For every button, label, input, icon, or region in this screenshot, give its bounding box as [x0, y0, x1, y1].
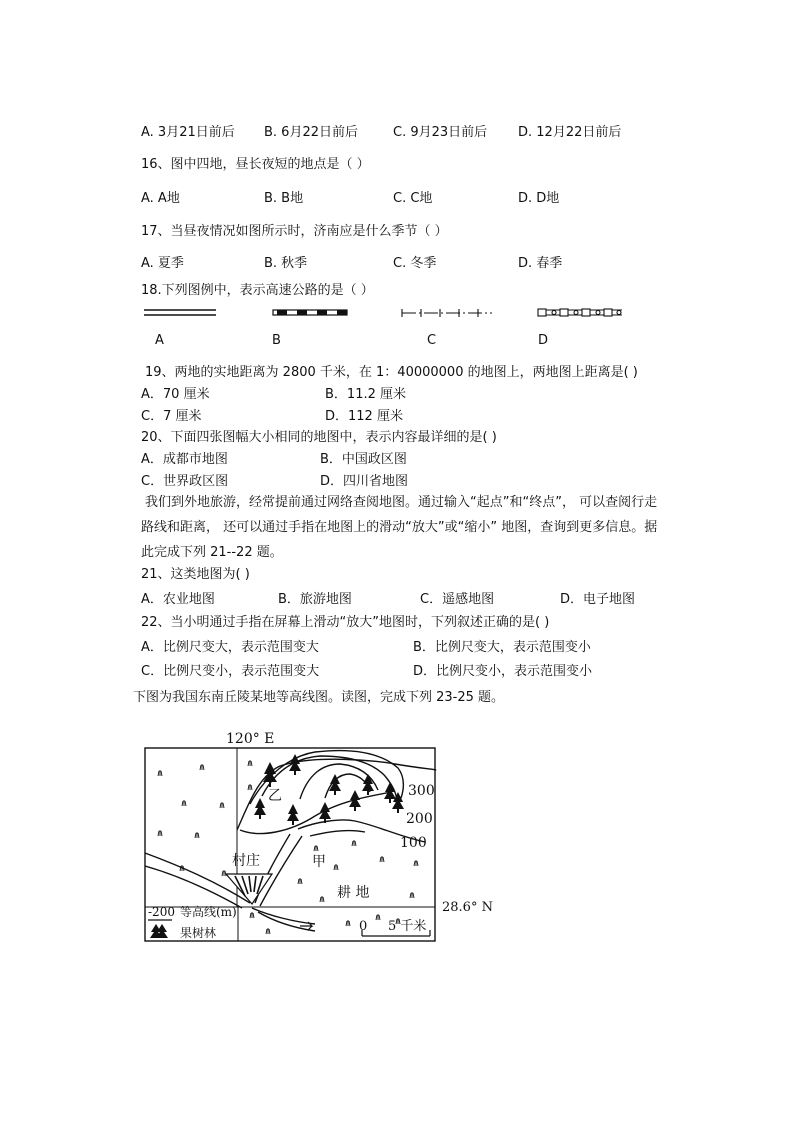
q21-option-b: B．旅游地图 [278, 592, 352, 607]
lat-label: 28.6° N [442, 900, 493, 915]
q19-option-d: D．112 厘米 [325, 409, 403, 424]
q18-label-a: A [155, 333, 164, 348]
q21-option-c: C．遥感地图 [420, 592, 495, 607]
q16-stem: 16、图中四地，昼长夜短的地点是（ ） [141, 157, 370, 172]
q18-stem: 18.下列图例中，表示高速公路的是（ ） [141, 283, 374, 298]
q22-option-b: B．比例尺变大，表示范围变小 [413, 640, 591, 655]
legend-a-double-line [144, 310, 216, 315]
q15-option-b: B. 6月22日前后 [264, 125, 358, 140]
q17-option-a: A. 夏季 [141, 256, 184, 271]
q19-option-c: C．7 厘米 [141, 409, 202, 424]
q15-option-c: C. 9月23日前后 [393, 125, 488, 140]
q22-stem: 22、当小明通过手指在屏幕上滑动“放大”地图时，下列叙述正确的是( ) [141, 615, 550, 630]
q15-option-d: D. 12月22日前后 [518, 125, 622, 140]
legend-b-railway [273, 310, 347, 315]
q21-stem: 21、这类地图为( ) [141, 567, 250, 582]
q16-option-d: D. D地 [518, 191, 560, 206]
scale-text: 5 千米 [388, 919, 427, 934]
q21-option-d: D．电子地图 [560, 592, 636, 607]
legend-c-boundary [402, 309, 492, 317]
farmland-label: 耕 地 [337, 885, 370, 901]
place-jia: 甲 [312, 854, 326, 870]
q19-stem: 19、两地的实地距离为 2800 千米，在 1：40000000 的地图上，两地图上距离是( ) [145, 365, 638, 380]
q19-option-b: B．11.2 厘米 [325, 387, 406, 402]
q22-option-c: C．比例尺变小，表示范围变大 [141, 664, 320, 679]
q17-stem: 17、当昼夜情况如图所示时，济南应是什么季节（ ） [141, 224, 448, 239]
q18-label-b: B [272, 333, 281, 348]
contour-label-300: 300 [408, 783, 435, 799]
q22-option-d: D．比例尺变小，表示范围变小 [413, 664, 593, 679]
q20-option-a: A．成都市地图 [141, 452, 228, 467]
q18-legend-symbols [140, 302, 640, 324]
q18-label-d: D [538, 333, 549, 348]
q20-option-c: C．世界政区图 [141, 474, 229, 489]
legend-orchard-text: 果树林 [180, 926, 217, 940]
lon-label: 120° E [226, 731, 275, 747]
legend-contour-value: -200 [148, 905, 175, 919]
legend-orchard-icon [150, 924, 168, 938]
scale-zero: 0 [359, 919, 368, 934]
q20-option-b: B．中国政区图 [320, 452, 407, 467]
q20-stem: 20、下面四张图幅大小相同的地图中，表示内容最详细的是( ) [141, 430, 497, 445]
q21-option-a: A．农业地图 [141, 592, 215, 607]
passage-contour-map-intro: 下图为我国东南丘陵某地等高线图。读图，完成下列 23-25 题。 [133, 690, 505, 705]
contour-map [140, 726, 510, 946]
q15-option-a: A. 3月21日前后 [141, 125, 235, 140]
village-label: 村庄 [232, 853, 260, 869]
contour-label-200: 200 [406, 811, 433, 827]
q16-option-c: C. C地 [393, 191, 433, 206]
q18-label-c: C [427, 333, 437, 348]
q17-option-d: D. 春季 [518, 256, 563, 271]
passage-online-maps: 我们到外地旅游，经常提前通过网络查阅地图。通过输入“起点”和“终点”， 可以查阅行走路线和距离， 还可以通过手指在地图上的滑动“放大”或“缩小” 地图，查询到更多信息。据此完成下列 21--22 题。 [141, 495, 658, 560]
contour-lines [237, 751, 436, 842]
q17-option-c: C. 冬季 [393, 256, 437, 271]
legend-contour-text: 等高线(m) [180, 905, 237, 919]
q22-option-a: A．比例尺变大，表示范围变大 [141, 640, 319, 655]
place-yi: 乙 [268, 788, 282, 804]
q17-option-b: B. 秋季 [264, 256, 308, 271]
q19-option-a: A．70 厘米 [141, 387, 210, 402]
q20-option-d: D．四川省地图 [320, 474, 409, 489]
legend-d-highway [538, 309, 622, 316]
q16-option-a: A. A地 [141, 191, 180, 206]
contour-label-100: 100 [400, 835, 427, 851]
q16-option-b: B. B地 [264, 191, 304, 206]
